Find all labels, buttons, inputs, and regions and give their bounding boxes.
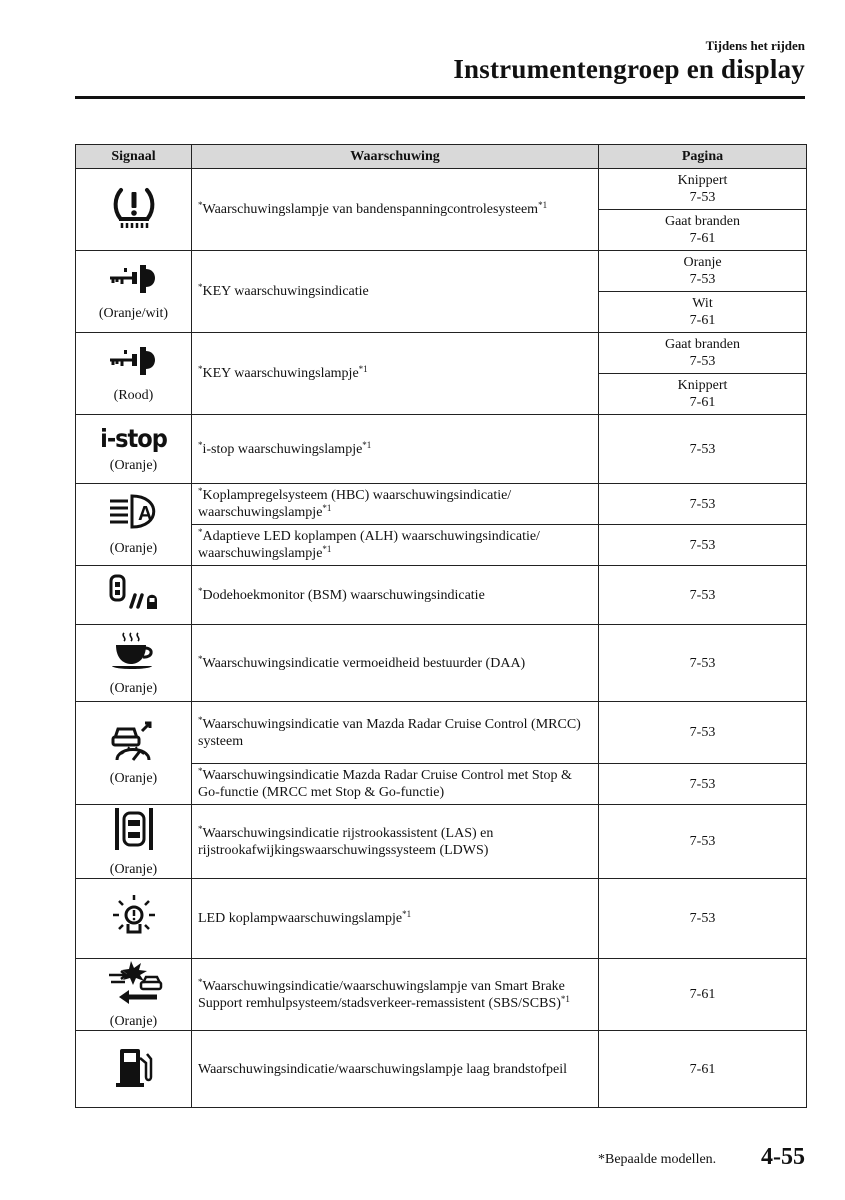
- coffee-cup-icon: [76, 630, 191, 677]
- warning-text: Waarschuwingsindicatie/waarschuwingslampje van Smart Brake Support remhulpsysteem/stadsverkeer-remassistent (SBS/SCBS): [198, 978, 565, 1011]
- warning-text: Waarschuwingslampje van bandenspanningcontrolesysteem: [202, 202, 539, 217]
- warning-cell: [192, 333, 599, 415]
- tire-pressure-warning-icon: [76, 184, 191, 235]
- model-star: *: [198, 823, 203, 834]
- page-cell: [599, 210, 807, 251]
- page-number: 4-55: [761, 1144, 805, 1170]
- warning-text: i-stop waarschuwingslampje: [202, 441, 363, 457]
- page-cell: [599, 374, 807, 415]
- model-star: *: [198, 282, 203, 292]
- warning-cell: [192, 525, 599, 566]
- key-warning-icon: [76, 343, 191, 384]
- auto-headlight-icon: [76, 492, 191, 537]
- page-cell: [599, 525, 807, 566]
- warning-signals-table: [75, 144, 807, 1108]
- signal-cell: [76, 566, 192, 625]
- footnote-ref: *1: [538, 200, 548, 210]
- page-ref: 7-61: [689, 395, 716, 410]
- page-ref: 7-53: [689, 911, 716, 926]
- page-cell: [599, 764, 807, 805]
- signal-color-note: (Oranje): [109, 1014, 158, 1029]
- footnote-ref: *1: [560, 993, 570, 1004]
- warning-cell: [192, 702, 599, 764]
- warning-cell: [192, 566, 599, 625]
- table-body: [76, 169, 807, 1108]
- table-row: [76, 1031, 807, 1108]
- signal-cell: [76, 333, 192, 415]
- table-header-row: [76, 145, 807, 169]
- page-cell: [599, 333, 807, 374]
- page-ref: 7-53: [689, 655, 716, 671]
- page-cell: [599, 292, 807, 333]
- page-cell: [599, 415, 807, 484]
- model-star: *: [198, 439, 203, 450]
- footnote-ref: *1: [322, 503, 332, 513]
- warning-text: KEY waarschuwingslampje: [202, 366, 359, 381]
- signal-color-note: (Oranje): [109, 770, 158, 786]
- table-row: [76, 415, 807, 484]
- warning-text: KEY waarschuwingsindicatie: [202, 284, 369, 299]
- page-ref: 7-53: [689, 587, 716, 603]
- page-cell: [599, 169, 807, 210]
- warning-text: Waarschuwingsindicatie rijstrookassistent (LAS) en rijstrookafwijkingswaarschuwingssysteem (LDWS): [198, 825, 494, 858]
- i-stop-icon: i-stop: [100, 424, 167, 453]
- header-page: Pagina: [599, 145, 807, 169]
- page-cell: [599, 566, 807, 625]
- model-star: *: [198, 976, 203, 987]
- signal-cell: [76, 959, 192, 1031]
- header-warning: Waarschuwing: [192, 145, 599, 169]
- signal-cell: [76, 169, 192, 251]
- table-row: [76, 625, 807, 702]
- model-star: *: [198, 486, 203, 496]
- table-row: [76, 169, 807, 210]
- warning-cell: [192, 959, 599, 1031]
- warning-cell: [192, 251, 599, 333]
- model-star: *: [198, 714, 203, 725]
- signal-cell: [76, 702, 192, 805]
- led-headlight-warning-icon: [76, 893, 191, 944]
- section-label: Tijdens het rijden: [705, 38, 805, 53]
- page-state: Wit: [692, 296, 713, 311]
- table-row: [76, 333, 807, 374]
- page-ref: 7-53: [689, 834, 716, 849]
- model-star: *: [198, 364, 203, 374]
- page-ref: 7-53: [689, 496, 716, 512]
- page-cell: [599, 702, 807, 764]
- page-ref: 7-53: [689, 537, 716, 553]
- signal-cell: [76, 879, 192, 959]
- warning-cell: [192, 879, 599, 959]
- signal-cell: [76, 415, 192, 484]
- lane-assist-icon: [76, 805, 191, 858]
- footnote-ref: *1: [322, 544, 332, 554]
- page-cell: [599, 484, 807, 525]
- footnote-ref: *1: [362, 439, 372, 450]
- signal-color-note: (Rood): [113, 388, 154, 403]
- header-signal: Signaal: [76, 145, 192, 169]
- table-row: [76, 879, 807, 959]
- footnote-ref: *1: [402, 909, 412, 919]
- model-star: *: [198, 527, 203, 537]
- page-state: Oranje: [683, 255, 722, 270]
- page-cell: [599, 879, 807, 959]
- warning-cell: [192, 1031, 599, 1108]
- model-star: *: [198, 200, 203, 210]
- page-title: Instrumentengroep en display: [453, 54, 805, 84]
- table-row: [76, 484, 807, 525]
- warning-cell: [192, 169, 599, 251]
- table-row: [76, 566, 807, 625]
- warning-text: Koplampregelsysteem (HBC) waarschuwingsindicatie/ waarschuwingslampje: [198, 488, 512, 520]
- page-cell: [599, 1031, 807, 1108]
- warning-text: Waarschuwingsindicatie vermoeidheid bestuurder (DAA): [202, 655, 526, 671]
- warning-text: Adaptieve LED koplampen (ALH) waarschuwingsindicatie/ waarschuwingslampje: [198, 529, 540, 561]
- page-cell: [599, 805, 807, 879]
- model-star: *: [198, 585, 203, 596]
- footnote-ref: *1: [358, 364, 368, 374]
- page-ref: 7-53: [689, 725, 716, 740]
- page-ref: 7-53: [689, 441, 716, 457]
- fuel-pump-icon: [76, 1045, 191, 1094]
- page-ref: 7-53: [689, 190, 716, 205]
- warning-cell: [192, 484, 599, 525]
- blind-spot-monitor-icon: [76, 573, 191, 618]
- page-ref: 7-53: [689, 776, 716, 792]
- signal-cell: [76, 625, 192, 702]
- page-ref: 7-61: [689, 313, 716, 328]
- warning-text: Waarschuwingsindicatie Mazda Radar Cruise Control met Stop & Go-functie (MRCC met Stop & Go-functie): [198, 768, 572, 800]
- svg-text:A: A: [137, 503, 152, 525]
- page-state: Knippert: [677, 378, 728, 393]
- warning-text: Waarschuwingsindicatie van Mazda Radar Cruise Control (MRCC) systeem: [198, 716, 581, 749]
- warning-cell: [192, 415, 599, 484]
- page-ref: 7-53: [689, 354, 716, 369]
- signal-color-note: (Oranje): [109, 541, 158, 556]
- key-warning-icon: [76, 261, 191, 302]
- page-cell: [599, 625, 807, 702]
- table-row: [76, 251, 807, 292]
- model-star: *: [198, 653, 203, 664]
- signal-cell: [76, 251, 192, 333]
- page-ref: 7-61: [689, 1061, 716, 1077]
- table-row: [76, 805, 807, 879]
- page-ref: 7-53: [689, 272, 716, 287]
- signal-color-note: (Oranje): [109, 680, 158, 696]
- warning-text: Dodehoekmonitor (BSM) waarschuwingsindicatie: [202, 587, 485, 603]
- page-cell: [599, 251, 807, 292]
- page-ref: 7-61: [689, 987, 716, 1002]
- model-star: *: [198, 766, 203, 776]
- page-ref: 7-61: [689, 231, 716, 246]
- table-row: [76, 959, 807, 1031]
- table-row: [76, 702, 807, 764]
- title-rule: [75, 96, 805, 99]
- footnote: *Bepaalde modellen.: [598, 1152, 717, 1167]
- signal-cell: [76, 805, 192, 879]
- warning-cell: [192, 625, 599, 702]
- page-state: Gaat branden: [664, 337, 741, 352]
- warning-text: Waarschuwingsindicatie/waarschuwingslampje laag brandstofpeil: [198, 1061, 567, 1077]
- radar-cruise-icon: [76, 720, 191, 767]
- signal-cell: [76, 1031, 192, 1108]
- page-state: Knippert: [677, 173, 728, 188]
- signal-color-note: (Oranje/wit): [98, 306, 169, 321]
- smart-brake-support-icon: [76, 959, 191, 1010]
- warning-text: LED koplampwaarschuwingslampje: [198, 911, 403, 926]
- warning-cell: [192, 805, 599, 879]
- signal-cell: [76, 484, 192, 566]
- warning-cell: [192, 764, 599, 805]
- page-state: Gaat branden: [664, 214, 741, 229]
- page-cell: [599, 959, 807, 1031]
- signal-color-note: (Oranje): [109, 458, 158, 473]
- signal-color-note: (Oranje): [109, 862, 158, 877]
